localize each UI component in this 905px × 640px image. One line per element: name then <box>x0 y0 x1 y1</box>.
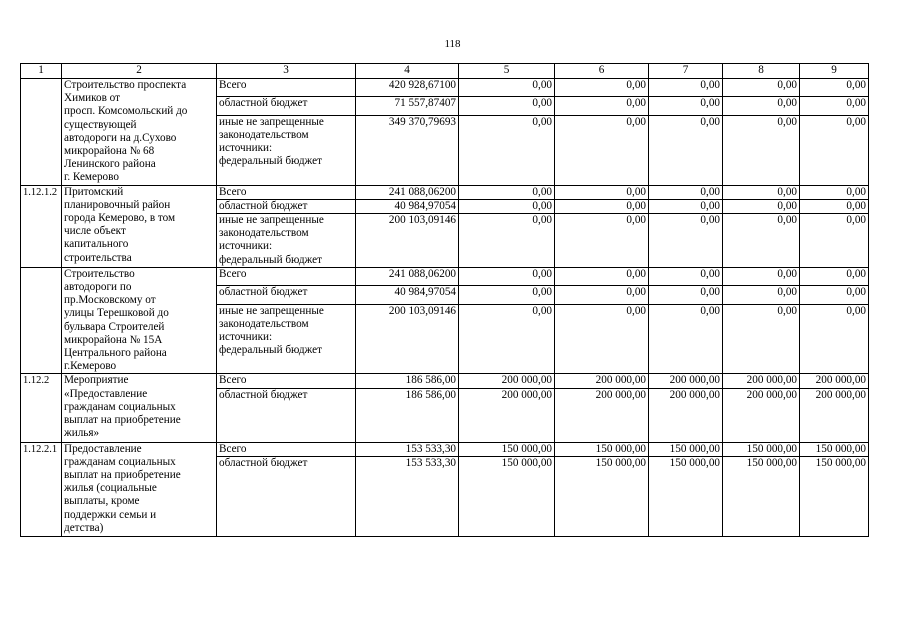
section-name <box>62 267 217 374</box>
section-name-line: просп. Комсомольский до <box>64 105 188 118</box>
amount-cell: 150 000,00 <box>649 442 723 456</box>
amount-cell: 0,00 <box>459 79 555 97</box>
amount-cell: 0,00 <box>800 97 869 115</box>
funding-source-line: Всего <box>219 374 247 387</box>
funding-source-line: федеральный бюджет <box>219 344 322 357</box>
funding-source <box>217 199 356 213</box>
amount-cell: 0,00 <box>555 199 649 213</box>
section-name-line: Химиков от <box>64 92 121 105</box>
section-name-line: числе объект <box>64 225 126 238</box>
section-name-line: микрорайона № 68 <box>64 145 155 158</box>
amount-cell: 0,00 <box>649 185 723 199</box>
section-name <box>62 442 217 536</box>
header-cell: 3 <box>217 64 356 79</box>
section-name-line: поддержки семьи и <box>64 508 157 521</box>
header-cell: 1 <box>21 64 62 79</box>
section-name-line: Строительство <box>64 267 135 280</box>
funding-source-line: иные не запрещенные <box>219 214 324 227</box>
amount-cell: 150 000,00 <box>555 456 649 536</box>
amount-cell: 186 586,00 <box>356 374 459 388</box>
amount-cell: 150 000,00 <box>459 442 555 456</box>
funding-source <box>217 79 356 97</box>
amount-cell: 200 000,00 <box>459 374 555 388</box>
amount-cell: 0,00 <box>459 214 555 268</box>
section-name-line: автодороги на д.Сухово <box>64 131 177 144</box>
amount-cell: 200 000,00 <box>800 374 869 388</box>
amount-cell: 0,00 <box>723 267 800 285</box>
amount-cell: 0,00 <box>723 115 800 185</box>
funding-source <box>217 442 356 456</box>
amount-cell: 150 000,00 <box>723 456 800 536</box>
section-name-line: гражданам социальных <box>64 455 176 468</box>
section-name-line: гражданам социальных <box>64 400 176 413</box>
amount-cell: 0,00 <box>649 115 723 185</box>
funding-source-line: источники: <box>219 142 273 155</box>
section-name-line: Ленинского района <box>64 158 156 171</box>
amount-cell: 241 088,06200 <box>356 185 459 199</box>
section-code: 1.12.2.1 <box>21 442 62 536</box>
header-cell: 5 <box>459 64 555 79</box>
amount-cell: 200 000,00 <box>800 388 869 442</box>
funding-source-line: Всего <box>219 79 247 91</box>
amount-cell: 153 533,30 <box>356 442 459 456</box>
amount-cell: 0,00 <box>649 286 723 304</box>
amount-cell: 200 000,00 <box>649 388 723 442</box>
amount-cell: 150 000,00 <box>459 456 555 536</box>
table-row <box>21 185 869 199</box>
funding-source <box>217 286 356 304</box>
amount-cell: 200 103,09146 <box>356 214 459 268</box>
section-name-line: капитального <box>64 238 129 251</box>
funding-source-line: областной бюджет <box>219 388 308 401</box>
header-cell: 2 <box>62 64 217 79</box>
amount-cell: 0,00 <box>555 115 649 185</box>
header-row <box>21 64 869 79</box>
amount-cell: 0,00 <box>649 97 723 115</box>
section-name-line: бульвара Строителей <box>64 320 165 333</box>
funding-source-line: иные не запрещенные <box>219 304 324 317</box>
amount-cell: 0,00 <box>555 267 649 285</box>
funding-source <box>217 97 356 115</box>
section-name-line: Притомский <box>64 185 124 198</box>
section-code <box>21 79 62 186</box>
funding-source-line: областной бюджет <box>219 199 308 212</box>
section-code: 1.12.2 <box>21 374 62 442</box>
amount-cell: 71 557,87407 <box>356 97 459 115</box>
header-cell: 6 <box>555 64 649 79</box>
amount-cell: 0,00 <box>459 185 555 199</box>
amount-cell: 0,00 <box>723 79 800 97</box>
section-name-line: Предоставление <box>64 442 142 455</box>
amount-cell: 150 000,00 <box>649 456 723 536</box>
amount-cell: 200 000,00 <box>723 374 800 388</box>
section-name-line: «Предоставление <box>64 387 148 400</box>
amount-cell: 0,00 <box>555 79 649 97</box>
funding-source <box>217 185 356 199</box>
funding-source-line: областной бюджет <box>219 456 308 469</box>
header-cell: 8 <box>723 64 800 79</box>
funding-source <box>217 214 356 268</box>
amount-cell: 150 000,00 <box>800 456 869 536</box>
amount-cell: 0,00 <box>459 267 555 285</box>
budget-table <box>20 63 869 537</box>
header-cell: 9 <box>800 64 869 79</box>
amount-cell: 0,00 <box>649 304 723 374</box>
amount-cell: 0,00 <box>649 214 723 268</box>
amount-cell: 200 000,00 <box>649 374 723 388</box>
funding-source-line: областной бюджет <box>219 286 308 299</box>
amount-cell: 0,00 <box>723 304 800 374</box>
section-name <box>62 185 217 267</box>
header-cell: 4 <box>356 64 459 79</box>
amount-cell: 0,00 <box>723 214 800 268</box>
funding-source-line: иные не запрещенные <box>219 115 324 128</box>
funding-source-line: источники: <box>219 331 273 344</box>
table-row <box>21 374 869 388</box>
table-row <box>21 79 869 97</box>
amount-cell: 40 984,97054 <box>356 286 459 304</box>
section-name-line: жилья» <box>64 427 100 440</box>
section-name-line: строительства <box>64 251 132 264</box>
header-cell: 7 <box>649 64 723 79</box>
funding-source <box>217 388 356 442</box>
section-name-line: выплат на приобретение <box>64 414 181 427</box>
funding-source-line: Всего <box>219 185 247 198</box>
section-name-line: Мероприятие <box>64 374 129 387</box>
amount-cell: 0,00 <box>459 115 555 185</box>
section-name-line: планировочный район <box>64 198 171 211</box>
section-name-line: Центрального района <box>64 347 167 360</box>
amount-cell: 0,00 <box>800 115 869 185</box>
amount-cell: 0,00 <box>800 304 869 374</box>
amount-cell: 0,00 <box>800 214 869 268</box>
amount-cell: 0,00 <box>723 185 800 199</box>
amount-cell: 0,00 <box>459 97 555 115</box>
funding-source-line: Всего <box>219 267 247 280</box>
amount-cell: 200 000,00 <box>723 388 800 442</box>
amount-cell: 150 000,00 <box>723 442 800 456</box>
amount-cell: 0,00 <box>555 286 649 304</box>
funding-source <box>217 456 356 536</box>
table-row <box>21 442 869 456</box>
funding-source-line: законодательством <box>219 227 309 240</box>
amount-cell: 200 000,00 <box>459 388 555 442</box>
amount-cell: 0,00 <box>800 185 869 199</box>
section-name-line: пр.Московскому от <box>64 294 156 307</box>
amount-cell: 0,00 <box>555 304 649 374</box>
section-code: 1.12.1.2 <box>21 185 62 267</box>
amount-cell: 0,00 <box>800 267 869 285</box>
amount-cell: 200 000,00 <box>555 388 649 442</box>
section-name-line: жилья (социальные <box>64 482 157 495</box>
amount-cell: 150 000,00 <box>555 442 649 456</box>
amount-cell: 0,00 <box>649 267 723 285</box>
section-name-line: города Кемерово, в том <box>64 212 176 225</box>
funding-source-line: источники: <box>219 240 273 253</box>
section-name-line: детства) <box>64 521 104 534</box>
amount-cell: 200 000,00 <box>555 374 649 388</box>
amount-cell: 0,00 <box>800 286 869 304</box>
page-number: 118 <box>444 38 461 50</box>
funding-source-line: федеральный бюджет <box>219 253 322 266</box>
section-code <box>21 267 62 374</box>
funding-source-line: областной бюджет <box>219 97 308 110</box>
section-name-line: г. Кемерово <box>64 171 119 184</box>
section-name-line: улицы Терешковой до <box>64 307 169 320</box>
amount-cell: 0,00 <box>800 79 869 97</box>
amount-cell: 186 586,00 <box>356 388 459 442</box>
funding-source-line: Всего <box>219 442 247 455</box>
amount-cell: 0,00 <box>649 79 723 97</box>
funding-source <box>217 267 356 285</box>
amount-cell: 0,00 <box>723 199 800 213</box>
amount-cell: 241 088,06200 <box>356 267 459 285</box>
amount-cell: 420 928,67100 <box>356 79 459 97</box>
section-name-line: выплат на приобретение <box>64 469 181 482</box>
amount-cell: 0,00 <box>723 97 800 115</box>
amount-cell: 0,00 <box>459 286 555 304</box>
funding-source <box>217 374 356 388</box>
amount-cell: 40 984,97054 <box>356 199 459 213</box>
amount-cell: 0,00 <box>555 214 649 268</box>
amount-cell: 0,00 <box>555 97 649 115</box>
amount-cell: 0,00 <box>649 199 723 213</box>
section-name-line: существующей <box>64 118 137 131</box>
amount-cell: 0,00 <box>723 286 800 304</box>
table-row <box>21 267 869 285</box>
section-name-line: выплаты, кроме <box>64 495 140 508</box>
amount-cell: 0,00 <box>459 199 555 213</box>
section-name <box>62 79 217 186</box>
amount-cell: 153 533,30 <box>356 456 459 536</box>
amount-cell: 349 370,79693 <box>356 115 459 185</box>
amount-cell: 200 103,09146 <box>356 304 459 374</box>
funding-source-line: законодательством <box>219 129 309 142</box>
funding-source-line: законодательством <box>219 317 309 330</box>
section-name-line: Строительство проспекта <box>64 79 187 91</box>
amount-cell: 0,00 <box>800 199 869 213</box>
section-name-line: микрорайона № 15А <box>64 333 163 346</box>
funding-source-line: федеральный бюджет <box>219 155 322 168</box>
funding-source <box>217 115 356 185</box>
amount-cell: 0,00 <box>555 185 649 199</box>
amount-cell: 150 000,00 <box>800 442 869 456</box>
section-name <box>62 374 217 442</box>
section-name-line: г.Кемерово <box>64 360 117 373</box>
amount-cell: 0,00 <box>459 304 555 374</box>
section-name-line: автодороги по <box>64 281 132 294</box>
funding-source <box>217 304 356 374</box>
